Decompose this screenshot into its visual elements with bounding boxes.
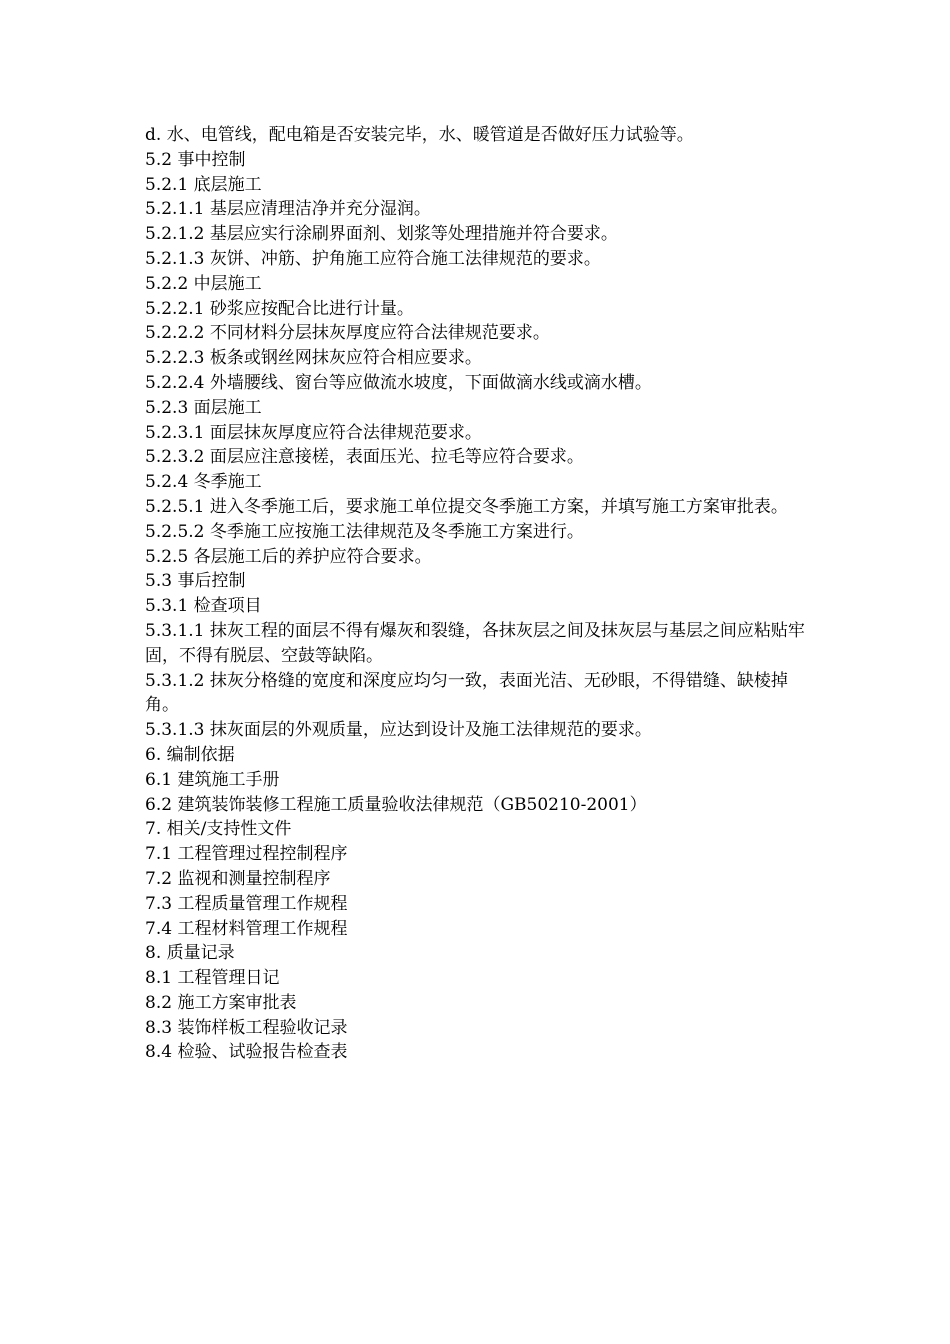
heading-5-2-1: 5.2.1 底层施工	[145, 174, 262, 195]
item-5-2-5: 5.2.5 各层施工后的养护应符合要求。	[145, 546, 432, 567]
item-8-2: 8.2 施工方案审批表	[145, 992, 297, 1013]
item-5-2-1-3: 5.2.1.3 灰饼、冲筋、护角施工应符合施工法律规范的要求。	[145, 248, 601, 269]
item-6-2: 6.2 建筑装饰装修工程施工质量验收法律规范（GB50210-2001）	[145, 794, 647, 815]
heading-7: 7. 相关/支持性文件	[145, 819, 292, 840]
heading-8: 8. 质量记录	[145, 943, 235, 964]
heading-5-2: 5.2 事中控制	[145, 149, 246, 170]
item-5-2-5-2: 5.2.5.2 冬季施工应按施工法律规范及冬季施工方案进行。	[145, 521, 584, 542]
item-7-2: 7.2 监视和测量控制程序	[145, 868, 331, 889]
item-7-3: 7.3 工程质量管理工作规程	[145, 893, 348, 914]
item-8-1: 8.1 工程管理日记	[145, 968, 280, 989]
heading-5-2-4: 5.2.4 冬季施工	[145, 472, 262, 493]
heading-5-2-3: 5.2.3 面层施工	[145, 397, 262, 418]
heading-5-3-1: 5.3.1 检查项目	[145, 596, 262, 617]
item-5-2-3-1: 5.2.3.1 面层抹灰厚度应符合法律规范要求。	[145, 422, 482, 443]
heading-6: 6. 编制依据	[145, 744, 235, 765]
item-5-2-3-2: 5.2.3.2 面层应注意接槎，表面压光、拉毛等应符合要求。	[145, 447, 584, 468]
item-7-1: 7.1 工程管理过程控制程序	[145, 844, 348, 865]
item-5-2-2-2: 5.2.2.2 不同材料分层抹灰厚度应符合法律规范要求。	[145, 323, 550, 344]
item-5-3-1-3: 5.3.1.3 抹灰面层的外观质量，应达到设计及施工法律规范的要求。	[145, 720, 652, 741]
item-5-2-2-1: 5.2.2.1 砂浆应按配合比进行计量。	[145, 298, 414, 319]
heading-5-3: 5.3 事后控制	[145, 571, 246, 592]
heading-5-2-2: 5.2.2 中层施工	[145, 273, 262, 294]
item-5-2-1-2: 5.2.1.2 基层应实行涂刷界面剂、划浆等处理措施并符合要求。	[145, 224, 618, 245]
document-body	[145, 123, 810, 1065]
item-8-4: 8.4 检验、试验报告检查表	[145, 1042, 348, 1063]
item-6-1: 6.1 建筑施工手册	[145, 769, 280, 790]
item-5-2-5-1: 5.2.5.1 进入冬季施工后，要求施工单位提交冬季施工方案，并填写施工方案审批表。	[145, 496, 788, 517]
item-7-4: 7.4 工程材料管理工作规程	[145, 918, 348, 939]
item-5-2-2-4: 5.2.2.4 外墙腰线、窗台等应做流水坡度，下面做滴水线或滴水槽。	[145, 372, 652, 393]
item-5-2-2-3: 5.2.2.3 板条或钢丝网抹灰应符合相应要求。	[145, 348, 482, 369]
item-5-3-1-2: 5.3.1.2 抹灰分格缝的宽度和深度应均匀一致，表面光洁、无砂眼，不得错缝、缺棱掉角。	[145, 670, 788, 716]
item-5-2-1-1: 5.2.1.1 基层应清理洁净并充分湿润。	[145, 199, 431, 220]
item-8-3: 8.3 装饰样板工程验收记录	[145, 1017, 348, 1038]
text-line-d: d. 水、电管线，配电箱是否安装完毕，水、暖管道是否做好压力试验等。	[145, 125, 694, 145]
item-5-3-1-1: 5.3.1.1 抹灰工程的面层不得有爆灰和裂缝，各抹灰层之间及抹灰层与基层之间应粘贴牢固，不得有脱层、空鼓等缺陷。	[145, 620, 805, 666]
